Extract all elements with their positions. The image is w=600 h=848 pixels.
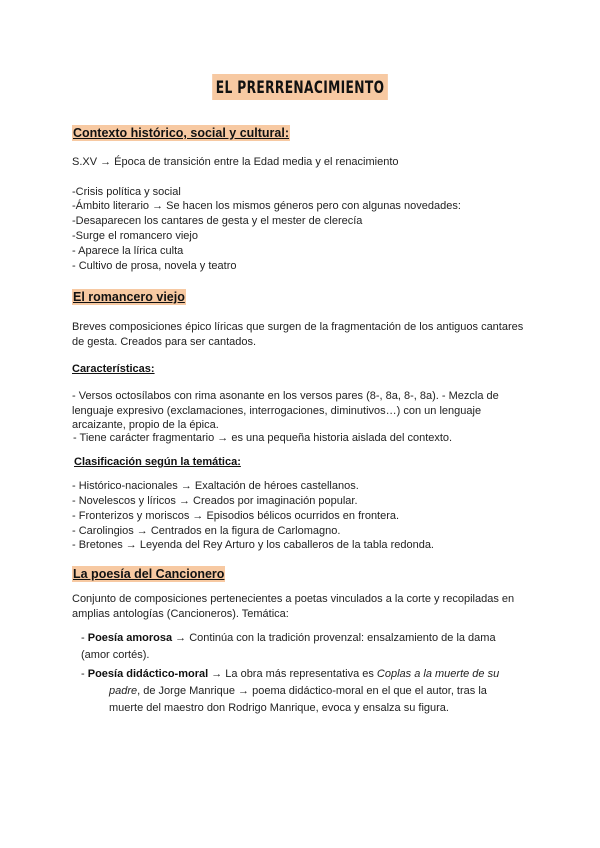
section-heading-cancionero: La poesía del Cancionero [73,567,225,581]
contexto-intro: S.XV → Época de transición entre la Edad media y el renacimiento [72,156,399,168]
tematica-item-amorosa [81,631,496,645]
romancero-intro: Breves composiciones épico líricas que surgen de la fragmentación de los antiguos cantares de gesta. Creados para ser cantados. [72,321,524,348]
caracteristicas-text: - Versos octosílabos con rima asonante en los versos pares (8-, 8a, 8-, 8a). - Mezcla de lenguaje expresivo (exclamaciones, interrogaciones, diminutivos…) con un lenguaje arcaizante, propio de la épica. [72,390,499,432]
title-wrap [0,74,600,100]
clasificacion-item: - Carolingios → Centrados en la figura de Carlomagno. [72,525,341,537]
caracteristicas-heading: Características: [72,363,155,375]
tematica-cont-amorosa: (amor cortés). [81,649,150,661]
contexto-item: -Ámbito literario → Se hacen los mismos géneros pero con algunas novedades: [72,200,461,212]
obra-title-part2: padre [109,685,138,697]
page-title: EL PRERRENACIMIENTO [212,74,388,100]
clasificacion-item: - Fronterizos y moriscos → Episodios bélicos ocurridos en frontera. [72,510,400,522]
section-heading-contexto: Contexto histórico, social y cultural: [73,126,290,140]
contexto-item: -Crisis política y social [72,186,181,198]
tematica-cont-didactica-2: muerte del maestro don Rodrigo Manrique, evoca y ensalza su figura. [109,702,449,714]
contexto-item: -Desaparecen los cantares de gesta y el mester de clerecía [72,215,363,227]
contexto-item: - Aparece la lírica culta [72,245,184,257]
clasificacion-item: - Bretones → Leyenda del Rey Arturo y los caballeros de la tabla redonda. [72,539,434,551]
section-heading-romancero: El romancero viejo [73,290,185,304]
tematica-label-didactica: Poesía didáctico-moral [87,668,209,680]
clasificacion-heading: Clasificación según la temática: [74,456,241,468]
dash: - [81,668,88,680]
contexto-item: -Surge el romancero viejo [72,230,198,242]
cancionero-intro: Conjunto de composiciones pertenecientes a poetas vinculados a la corte y recopiladas en amplias antologías (Cancioneros). Temática: [72,593,515,620]
contexto-item: - Cultivo de prosa, novela y teatro [72,260,237,272]
tematica-cont-didactica-1 [109,684,487,698]
tematica-cont-text-1: , de Jorge Manrique → poema didáctico-moral en el que el autor, tras la [137,685,487,697]
tematica-desc-amorosa: → Continúa con la tradición provenzal: ensalzamiento de la dama [172,632,496,644]
tematica-item-didactica [81,667,499,681]
clasificacion-item: - Novelescos y líricos → Creados por imaginación popular. [72,495,358,507]
caracteristicas-last: - Tiene carácter fragmentario → es una pequeña historia aislada del contexto. [73,432,453,444]
clasificacion-item: - Histórico-nacionales → Exaltación de héroes castellanos. [72,480,359,492]
tematica-desc-didactica: → La obra más representativa es [208,668,377,680]
dash: - [81,632,88,644]
obra-title-part1: Coplas a la muerte de su [376,668,500,680]
tematica-label-amorosa: Poesía amorosa [87,632,173,644]
